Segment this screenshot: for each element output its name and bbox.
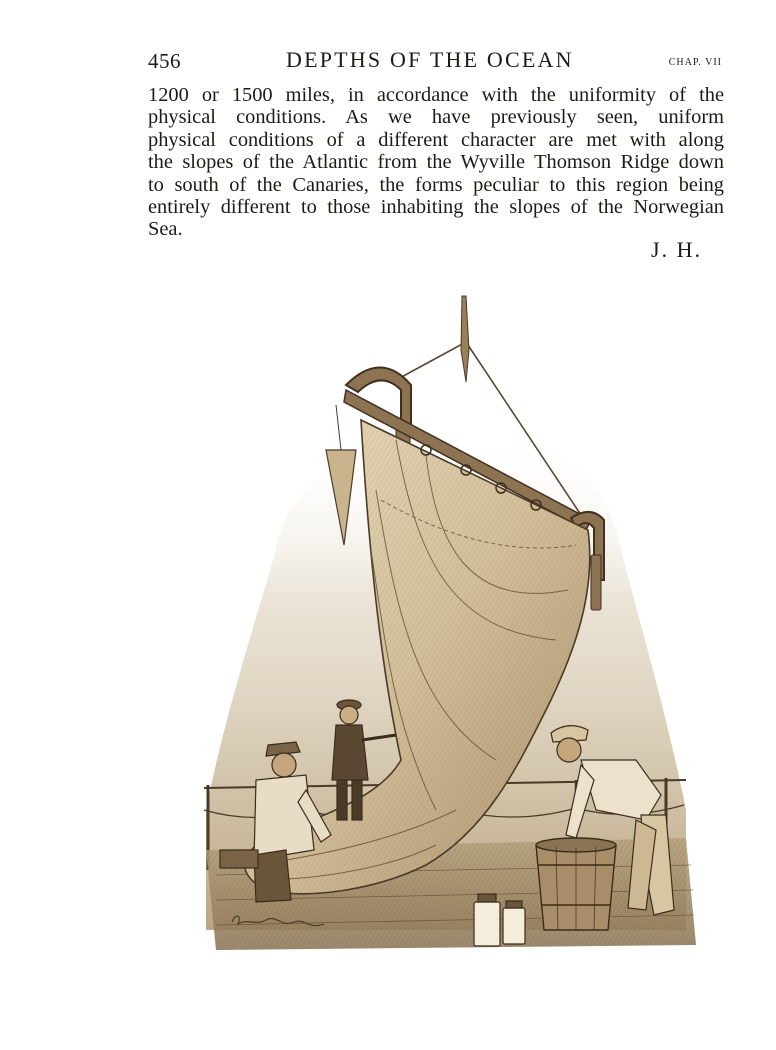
running-head bbox=[148, 47, 726, 77]
running-title: DEPTHS OF THE OCEAN bbox=[286, 47, 574, 72]
hook bbox=[461, 296, 469, 382]
chapter-reference: CHAP. VII bbox=[668, 57, 722, 68]
engraving-svg bbox=[196, 290, 700, 960]
body-paragraph bbox=[148, 84, 724, 241]
text-line: to south of the Canaries, the forms peculiar to this region being bbox=[148, 173, 724, 196]
text-line: 1200 or 1500 miles, in accordance with the uniformity of the bbox=[148, 84, 724, 106]
page-number: 456 bbox=[148, 49, 181, 73]
text-line: the slopes of the Atlantic from the Wyville Thomson Ridge down bbox=[148, 151, 724, 174]
text-line: entirely different to those inhabiting the slopes of the Norwegian bbox=[148, 196, 724, 219]
text-line: Sea. bbox=[148, 218, 183, 241]
author-initials: J. H. bbox=[651, 237, 702, 262]
text-line: physical conditions. As we have previously seen, uniform bbox=[148, 106, 724, 129]
text-line: physical conditions of a different character are met with along bbox=[148, 128, 724, 151]
wooden-bucket bbox=[536, 838, 616, 930]
trawl-net-engraving bbox=[196, 290, 700, 960]
specimen-jars bbox=[474, 894, 525, 946]
